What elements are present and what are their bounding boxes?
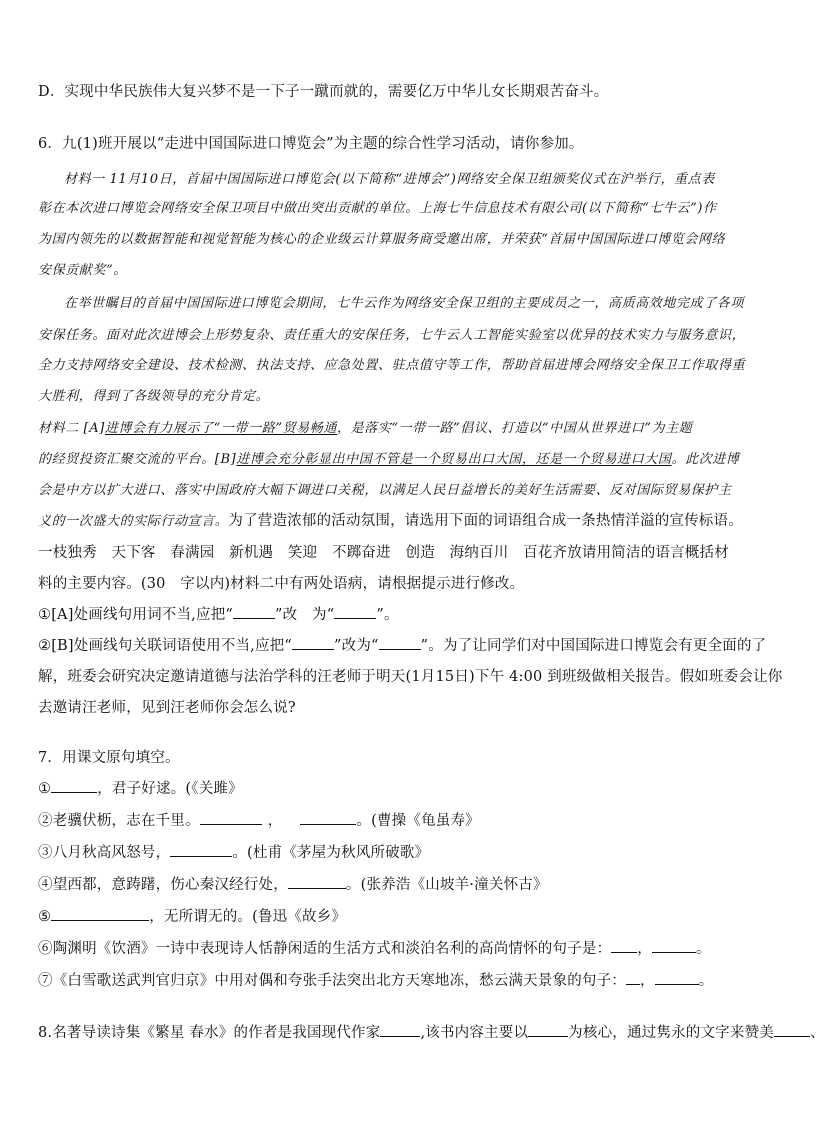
material-1-line: 为国内领先的以数据智能和视觉智能为核心的企业级云计算服务商受邀出席，并荣获“首届中国国际进口博览会网络 — [38, 232, 726, 247]
q8-text: 、 — [809, 1025, 825, 1041]
underlined-sentence-b: 进博会充分彰显出中国不管是一个贸易出口大国，还是一个贸易进口大国 — [236, 452, 672, 467]
answer-blank[interactable] — [51, 908, 149, 921]
word-options: 一枝独秀 天下客 春满园 新机遇 笑迎 不踯奋进 创造 海纳百川 百花齐放请用简洁的语言概括材 — [38, 545, 729, 561]
fix-a-text: ”。 — [376, 607, 399, 623]
material-2-line — [38, 417, 758, 436]
item-text: 。(曹操《龟虽寿》 — [356, 813, 480, 829]
invite-line: 去邀请汪老师，见到汪老师你会怎么说? — [38, 700, 296, 716]
fix-a-line — [38, 603, 758, 624]
fix-a-text: ①[A]处画线句用词不当,应把“ — [38, 607, 234, 623]
answer-blank[interactable] — [51, 780, 97, 793]
material-2-text: 的经贸投资汇聚交流的平台。[B] — [38, 452, 237, 467]
answer-blank[interactable] — [611, 940, 637, 953]
fix-b-text: ”改为“ — [334, 638, 379, 654]
material-2-text: 义的一次盛大的实际行动宣言。 — [38, 514, 229, 529]
item-number: ⑤ — [38, 909, 52, 925]
q7-item-7 — [38, 969, 758, 990]
q7-item-1 — [38, 777, 758, 798]
q8-text: 为核心，通过隽永的文字来赞美 — [568, 1025, 774, 1041]
item-text: ， — [640, 973, 655, 989]
fix-b-line — [38, 634, 767, 655]
item-text: ，无所谓无的。(鲁迅《故乡》 — [149, 909, 347, 925]
item-text: ③八月秋高风怒号， — [38, 845, 171, 861]
answer-blank[interactable] — [200, 812, 262, 825]
material-1-line: 安保任务。面对此次进博会上形势复杂、责任重大的安保任务，七牛云人工智能实验室以优异的技术实力与服务意识， — [38, 328, 746, 343]
answer-blank[interactable] — [528, 1024, 568, 1037]
item-text: ⑥陶渊明《饮酒》一诗中表现诗人恬静闲适的生活方式和淡泊名利的高尚情怀的句子是： — [38, 941, 612, 957]
q8-text: ,该书内容主要以 — [420, 1025, 529, 1041]
answer-blank[interactable] — [334, 606, 376, 619]
material-2-line — [38, 448, 758, 467]
answer-blank[interactable] — [233, 606, 275, 619]
q7-item-4 — [38, 873, 758, 894]
item-number: ① — [38, 781, 52, 797]
item-text: ， — [637, 941, 652, 957]
answer-blank[interactable] — [626, 972, 640, 985]
q7-item-3 — [38, 841, 758, 862]
item-text: ②老骥伏枥，志在千里。 — [38, 813, 200, 829]
item-text: ④望西都，意踌躇，伤心秦汉经行处， — [38, 877, 288, 893]
material-2-text: 。此次进博 — [671, 452, 740, 467]
answer-blank[interactable] — [288, 876, 346, 889]
q5-option-d: D．实现中华民族伟大复兴梦不是一下子一蹴而就的，需要亿万中华儿女长期艰苦奋斗。 — [38, 84, 609, 100]
fix-a-text: ”改 为“ — [275, 607, 335, 623]
material-2-label: 材料二 [A] — [38, 421, 105, 436]
answer-blank[interactable] — [655, 972, 699, 985]
answer-blank[interactable] — [170, 844, 232, 857]
underlined-sentence-a: 进博会有力展示了“一带一路”贸易畅通 — [104, 421, 337, 436]
answer-blank[interactable] — [652, 940, 696, 953]
invite-line: 解，班委会研究决定邀请道德与法治学科的汪老师于明天(1月15日)下午 4:00 到班级做相关报告。假如班委会让你 — [38, 669, 783, 685]
item-text: ⑦《白雪歌送武判官归京》中用对偶和夸张手法突出北方天寒地冻，愁云满天景象的句子： — [38, 973, 626, 989]
item-text: ，君子好逑。(《关雎》 — [97, 781, 243, 797]
material-2-text: ，是落实“一带一路”倡议、打造以“中国从世界进口”为主题 — [336, 421, 693, 436]
summary-task: 料的主要内容。(30 字以内)材料二中有两处语病，请根据提示进行修改。 — [38, 576, 525, 592]
material-1-line: 材料一 11月10日，首届中国国际进口博览会(以下简称“进博会”)网络安全保卫组颁奖仪式在沪举行，重点表 — [64, 172, 715, 187]
item-text: 。(张养浩《山坡羊·潼关怀古》 — [345, 877, 548, 893]
material-2-line: 会是中方以扩大进口、落实中国政府大幅下调进口关税，以满足人民日益增长的美好生活需要、反对国际贸易保护主 — [38, 483, 732, 498]
item-text: 。 — [698, 973, 714, 989]
material-1-line: 彰在本次进口博览会网络安全保卫项目中做出突出贡献的单位。上海七牛信息技术有限公司(以下简称“七牛云”)作 — [38, 201, 717, 216]
fix-b-text: ②[B]处画线句关联词语使用不当,应把“ — [38, 638, 292, 654]
slogan-task: 为了营造浓郁的活动氛围，请选用下面的词语组合成一条热情洋溢的宣传标语。 — [228, 513, 743, 529]
answer-blank[interactable] — [292, 637, 334, 650]
material-2-line — [38, 509, 758, 530]
answer-blank[interactable] — [380, 1024, 420, 1037]
answer-blank[interactable] — [379, 637, 421, 650]
item-text: 。 — [696, 941, 711, 957]
q7-title: 7．用课文原句填空。 — [38, 750, 180, 766]
q7-item-2 — [38, 809, 758, 830]
material-1-line: 安保贡献奖”。 — [38, 263, 127, 278]
q8-line — [38, 1021, 825, 1042]
item-text: ， — [267, 813, 283, 829]
q7-item-5 — [38, 905, 758, 926]
q7-item-6 — [38, 937, 758, 958]
answer-blank[interactable] — [300, 812, 356, 825]
q8-text: 8.名著导读诗集《繁星 春水》的作者是我国现代作家 — [38, 1025, 381, 1041]
material-1-line: 大胜利，得到了各级领导的充分肯定。 — [38, 389, 270, 404]
answer-blank[interactable] — [774, 1024, 810, 1037]
fix-b-text: ”。为了让同学们对中国国际进口博览会有更全面的了 — [420, 638, 767, 654]
material-1-line: 在举世瞩目的首届中国国际进口博览会期间，七牛云作为网络安全保卫组的主要成员之一，高质高效地完成了各项 — [64, 296, 745, 311]
item-text: 。(杜甫《茅屋为秋风所破歌》 — [232, 845, 430, 861]
q6-title: 6．九(1)班开展以“走进中国国际进口博览会”为主题的综合性学习活动，请你参加。 — [38, 136, 584, 152]
material-1-line: 全力支持网络安全建设、技术检测、执法支持、应急处置、驻点值守等工作，帮助首届进博会网络安全保卫工作取得重 — [38, 358, 746, 373]
